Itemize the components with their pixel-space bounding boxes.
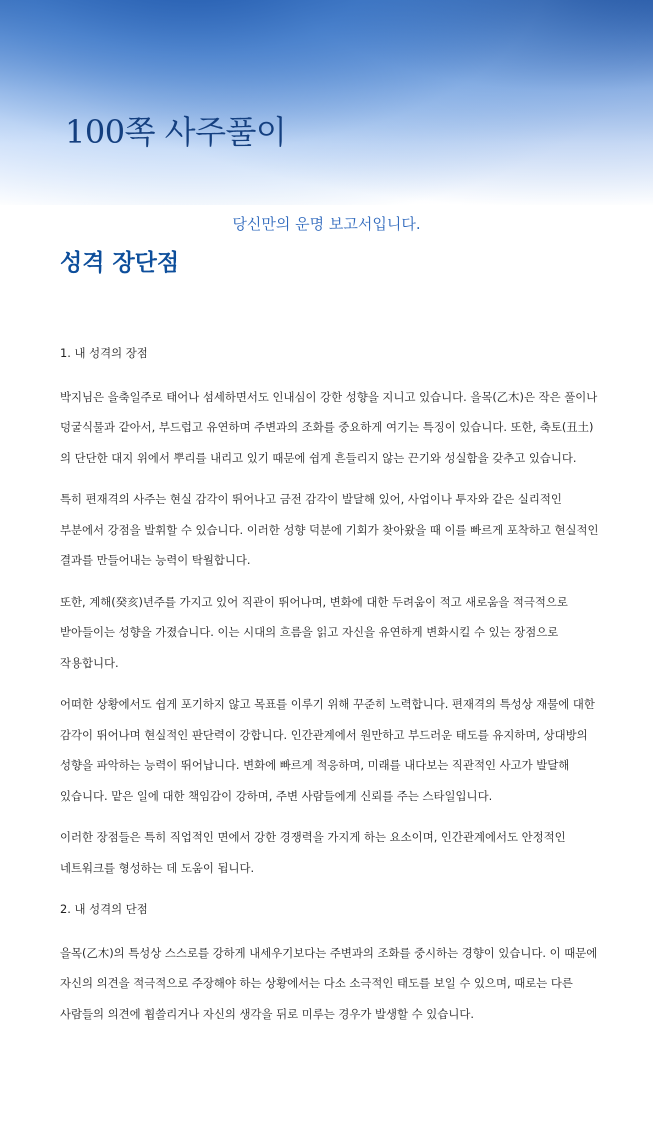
strengths-paragraph: 특히 편재격의 사주는 현실 감각이 뛰어나고 금전 감각이 발달해 있어, 사업이나 투자와 같은 실리적인 부분에서 강점을 발휘할 수 있습니다. 이러한 성향 덕분에 기회가 찾아왔을 때 이를 빠르게 포착하고 현실적인 결과를 만들어내는 능력이 탁월합니다. [60,492,599,567]
weaknesses-heading: 2. 내 성격의 단점 [60,902,148,916]
weaknesses-paragraph: 을목(乙木)의 특성상 스스로를 강하게 내세우기보다는 주변과의 조화를 중시하는 경향이 있습니다. 이 때문에 자신의 의견을 적극적으로 주장해야 하는 상황에서는 다소 소극적인 태도를 보일 수 있으며, 때로는 다른 사람들의 의견에 휩쓸리거나 자신의 생각을 뒤로 미루는 경우가 발생할 수 있습니다. [60,945,598,1021]
strengths-paragraph: 이러한 장점들은 특히 직업적인 면에서 강한 경쟁력을 가지게 하는 요소이며, 인간관계에서도 안정적인 네트워크를 형성하는 데 도움이 됩니다. [60,830,566,875]
strengths-paragraph: 또한, 계해(癸亥)년주를 가지고 있어 직관이 뛰어나며, 변화에 대한 두려움이 적고 새로움을 적극적으로 받아들이는 성향을 가졌습니다. 이는 시대의 흐름을 읽고 자신을 유연하게 변화시킬 수 있는 장점으로 작용합니다. [60,594,568,670]
page-title: 100쪽 사주풀이 [65,113,287,151]
report-content [60,338,600,1040]
strengths-heading: 1. 내 성격의 장점 [60,346,148,360]
report-subtitle: 당신만의 운명 보고서입니다. [232,215,421,233]
strengths-paragraph: 박지님은 을축일주로 태어나 섬세하면서도 인내심이 강한 성향을 지니고 있습니다. 을목(乙木)은 작은 풀이나 덩굴식물과 같아서, 부드럽고 유연하며 주변과의 조화를 중요하게 여기는 특징이 있습니다. 또한, 축토(丑土)의 단단한 대지 위에서 뿌리를 내리고 있기 때문에 쉽게 흔들리지 않는 끈기와 성실함을 갖추고 있습니다. [60,389,598,465]
section-title: 성격 장단점 [60,250,180,276]
header-banner [0,0,653,205]
strengths-paragraph: 어떠한 상황에서도 쉽게 포기하지 않고 목표를 이루기 위해 꾸준히 노력합니다. 편재격의 특성상 재물에 대한 감각이 뛰어나며 현실적인 판단력이 강합니다. 인간관계에서 원만하고 부드러운 태도를 유지하며, 상대방의 성향을 파악하는 능력이 뛰어납니다. 변화에 빠르게 적응하며, 미래를 내다보는 직관적인 사고가 발달해 있습니다. 맡은 일에 대한 책임감이 강하며, 주변 사람들에게 신뢰를 주는 스타일입니다. [60,697,595,803]
